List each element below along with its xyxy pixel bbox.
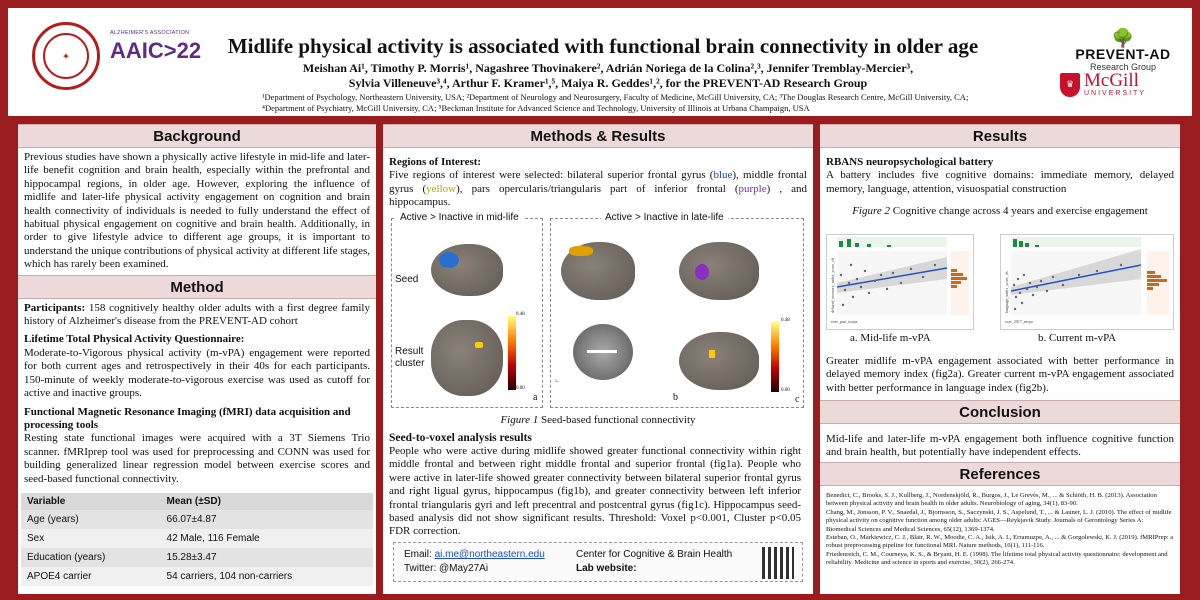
plot-b-label: b. Current m-vPA	[1038, 332, 1117, 344]
table-header-mean: Mean (±SD)	[161, 493, 373, 510]
plot-a-label: a. Mid-life m-vPA	[850, 332, 931, 344]
hist-bar	[855, 243, 859, 247]
panel-b-label: b	[673, 392, 678, 403]
cbar-c-bottom: 0.00	[781, 388, 790, 393]
twitter-handle[interactable]: @May27Ai	[439, 563, 489, 574]
tree-icon: 🌳	[1111, 28, 1135, 48]
panel-a-label: a	[533, 392, 538, 403]
reference-item: Chang, M., Jonsson, P. V., Snaedal, J., Bjornsson, S., Saczynski, J. S., Aspelund, T., ... & Launer, L. J. (2010). The effect of midlife physical activity on cognitive function among older adults: AGES—Reykjavik Study. Journals of Gerontology Series A: Biomedical Sciences and Medical Sciences, 65(12), 1369-1374.	[826, 508, 1172, 533]
histogram-top-a	[837, 237, 947, 247]
hist-bar	[1035, 245, 1039, 247]
demographics-table	[21, 493, 373, 586]
cluster-spot	[475, 342, 483, 348]
roi-text-3: ), pars opercularis/triangularis part of inferior frontal (	[456, 182, 739, 195]
references-heading: References	[820, 462, 1180, 486]
scatter-plot-a	[826, 234, 974, 330]
scatter-plot-b	[1000, 234, 1174, 330]
reference-item: Esteban, O., Markiewicz, C. J., Blair, R. W., Moodie, C. A., Isik, A. I., Erramuzpe, A., ... & Gorgolewski, K. J. (2019). fMRIPrep: a robust preprocessing pipeline for functional MRI. Nature methods, 16(1), 111-116.	[826, 534, 1174, 550]
twitter-line	[404, 563, 488, 574]
mcgill-name: McGill	[1084, 70, 1139, 91]
reference-item: Benedict, C., Brooks, S. J., Kullberg, J., Nordenskjöld, R., Burgos, J., Le Grevès, M., ... & Schiöth, H. B. (2013). Association between physical activity and brain health in older adults. Neurobiology of aging, 34(1), 83-90.	[826, 492, 1157, 508]
table-cell: Education (years)	[21, 548, 161, 567]
cbar-c-top: 0.48	[781, 318, 790, 323]
participants-text: 158 cognitively healthy older adults with a first degree family history of Alzheimer's disease from the PREVENT-AD cohort	[24, 301, 370, 328]
northeastern-seal-inner: ✦	[43, 33, 89, 79]
questionnaire-text: Moderate-to-Vigorous physical activity (m-vPA) engagement were reported for both current ages and retrospectively in their 40s for each participants. 150-minute of weekly moderate-to-vigorous exercise was used as cutoff for active and inactive groups.	[24, 346, 370, 400]
roi-blue-region	[439, 252, 459, 268]
fig-mid-label: Active > Inactive in mid-life	[396, 212, 523, 223]
poster-header	[8, 8, 1192, 116]
colorbar-a	[508, 316, 516, 390]
cluster-spot	[587, 350, 617, 353]
panel-c-label: c	[795, 394, 800, 405]
cbar-a-top: 0.48	[516, 312, 525, 317]
fig-late-label: Active > Inactive in late-life	[601, 212, 728, 223]
prevent-ad-name: PREVENT-AD	[1075, 46, 1171, 62]
fmri-heading: Functional Magnetic Resonance Imaging (fMRI) data acquisition and processing tools	[24, 405, 351, 431]
northeastern-seal-logo	[32, 22, 100, 90]
background-heading: Background	[18, 124, 376, 148]
hist-bar	[847, 239, 851, 247]
email-line	[404, 549, 545, 560]
fmri-text: Resting state functional images were acquired with a 3T Siemens Trio scanner. fMRIprep tool was used for preprocessing and CONN was used for building generalized linear regression model between exercise scores and seed-based functional connectivity.	[24, 432, 370, 485]
hist-bar	[1013, 239, 1017, 247]
figure2-caption-text: Cognitive change across 4 years and exercise engagement	[889, 205, 1148, 218]
brain-seed-c	[679, 242, 759, 300]
hist-bar	[1019, 241, 1023, 247]
email-link[interactable]: ai.me@northeastern.edu	[434, 549, 545, 560]
table-row	[21, 529, 373, 548]
cbar-a-bottom: 0.00	[516, 386, 525, 391]
cluster-spot	[709, 350, 715, 358]
roi-yellow: yellow	[426, 182, 457, 195]
plot-b-yaxis: language_index_score_ch	[1004, 271, 1009, 313]
middle-column	[383, 124, 813, 594]
plot-a-yaxis: delayed_memory_index_score_ch	[830, 258, 835, 313]
table-cell: 15.28±3.47	[161, 548, 373, 567]
figure1-caption	[383, 414, 813, 426]
results-heading: Results	[820, 124, 1180, 148]
seed-voxel-heading: Seed-to-voxel analysis results	[389, 432, 532, 444]
methods-results-heading: Methods & Results	[383, 124, 813, 148]
roi-purple: purple	[738, 182, 767, 195]
right-column	[820, 124, 1180, 594]
roi-text	[383, 169, 813, 212]
brain-seed-a	[431, 244, 503, 296]
participants-label: Participants:	[24, 301, 86, 314]
scatter-plot-b-svg	[1001, 235, 1173, 329]
hist-bar	[887, 245, 891, 247]
affiliations: ¹Department of Psychology, Northeastern University, USA; ²Department of Neurology and Neurosurgery, Faculty of Medicine, McGill University, CA; ³The Douglas Research Centre, McGill University, CA; ⁴Department of Psychiatry, McGill University, CA; ⁵Beckman Institute for Advanced Science and Technology, University of Illinois at Urbana Champaign, USA	[262, 92, 969, 113]
rbans-text: A battery includes five cognitive domains: immediate memory, delayed memory, language, attention, visuospatial construction	[826, 169, 1174, 195]
table-cell: Sex	[21, 529, 161, 548]
hist-bar	[839, 241, 843, 247]
mcgill-shield-icon: ♛	[1060, 73, 1080, 97]
roi-purple-region	[695, 264, 709, 280]
conclusion-heading: Conclusion	[820, 400, 1180, 424]
roi-yellow-region	[569, 246, 593, 256]
figure2-prefix: Figure 2	[852, 205, 890, 218]
authors-line-1: Meishan Ai¹, Timothy P. Morris¹, Nagashree Thovinakere², Adrián Noriega de la Colina²,³, Jennifer Tremblay-Mercier³,	[302, 61, 914, 75]
table-cell: 54 carriers, 104 non-carriers	[161, 567, 373, 586]
aaic-assoc-text: ALZHEIMER'S ASSOCIATION	[110, 30, 190, 36]
poster-title: Midlife physical activity is associated with functional brain connectivity in older age	[227, 34, 979, 58]
background-text: Previous studies have shown a physically active lifestyle in mid-life and later-life benefit cognition and brain health, especially within the prefrontal and hippocampal regions, in older age. However, exploring the influence of midlife and later-life physical activity engagement on cognition and brain health connectivity of individuals is needed to fully understand the effect of habitual physical engagement on cognitive and brain health. Additionally, in order to give lifestyle advice to different age groups, it is important to understand the unique contributions of physical activity at different life stages, which has rarely been examined.	[24, 151, 370, 271]
brain-result-c	[679, 332, 759, 390]
figure1-caption-text: Seed-based functional connectivity	[538, 414, 696, 426]
contact-box	[393, 542, 803, 582]
method-heading: Method	[18, 275, 376, 299]
histogram-top-b	[1011, 237, 1141, 247]
twitter-label: Twitter:	[404, 563, 437, 574]
rbans-heading: RBANS neuropsychological battery	[826, 156, 994, 168]
table-row	[21, 510, 373, 529]
table-row	[21, 567, 373, 586]
hist-bar	[867, 244, 871, 247]
references-list	[820, 488, 1180, 572]
brain-result-a	[431, 320, 503, 396]
conclusion-text: Mid-life and later-life m-vPA engagement both influence cognitive function and brain health, but potentially have independent effects.	[826, 433, 1174, 459]
email-label: Email:	[404, 549, 432, 560]
axis-marker-icon: ⌞	[555, 374, 559, 383]
table-cell: 66.07±4.87	[161, 510, 373, 529]
participants-paragraph	[18, 299, 376, 332]
brain-seed-b	[561, 242, 635, 300]
figure2-caption	[820, 205, 1180, 217]
plot-b-xaxis: exer_2017_mvpa	[1005, 319, 1033, 324]
roi-text-1: Five regions of interest were selected: bilateral superior frontal gyrus (	[389, 169, 714, 182]
table-cell: Age (years)	[21, 510, 161, 529]
mcgill-university: UNIVERSITY	[1084, 90, 1147, 97]
left-column	[18, 124, 376, 594]
prevent-ad-logo	[1068, 30, 1178, 72]
seed-voxel-text: People who were active during midlife showed greater functional connectivity within right middle frontal and between right middle frontal and superior frontal (fig1a). People who were active in later-life showed greater connectivity between bilateral superior frontal gyrus and right ligual gyrus, hippocampus (fig1b), and greater connectivity between left inferior frontal triangularis gyri and left precentral and postcentral gyrus (fig1c). Hippocampus seed-based analysis did not show significant results. Threshold: Voxel p<0.001, Cluster p<0.05 FDR correction.	[389, 445, 801, 538]
prevent-ad-sub: Research Group	[1089, 62, 1157, 72]
table-header-variable: Variable	[21, 493, 161, 510]
aaic-logo	[110, 30, 202, 64]
aaic-label: AAIC>22	[110, 38, 202, 63]
hist-bar	[1025, 243, 1029, 247]
results-text: Greater midlife m-vPA engagement associated with better performance in delayed memory index (fig2a). Greater current m-vPA engagement associated with better performance in language index (fig2b).	[826, 355, 1174, 394]
roi-text-2: ), middle frontal gyrus (	[389, 169, 807, 195]
mcgill-logo	[1060, 72, 1180, 97]
authors	[248, 61, 968, 91]
brain-axial-b	[573, 324, 633, 380]
result-cluster-label: Result cluster	[395, 346, 425, 369]
table-cell: 42 Male, 116 Female	[161, 529, 373, 548]
reference-item: Friedenreich, C. M., Courneya, K. S., & Bryant, H. E. (1998). The lifetime total physical activity questionnaire: development and reliability. Medicine and science in sports and exercise, 30(2), 266-274.	[826, 550, 1168, 567]
qr-code-icon[interactable]	[762, 547, 794, 579]
seed-label: Seed	[395, 274, 419, 285]
roi-blue: blue	[713, 169, 733, 182]
roi-heading: Regions of Interest:	[389, 156, 482, 168]
lab-website-label: Lab website:	[576, 563, 637, 574]
roi-text-4: ) , and hippocampus.	[389, 182, 808, 209]
colorbar-c	[771, 322, 779, 392]
lab-name: Center for Cognitive & Brain Health	[576, 549, 733, 560]
table-row	[21, 548, 373, 567]
questionnaire-heading: Lifetime Total Physical Activity Questionnaire:	[24, 333, 245, 346]
figure1-prefix: Figure 1	[500, 414, 539, 426]
scatter-plot-a-svg	[827, 235, 973, 329]
plot-a-xaxis: exer_past_mvpa	[831, 319, 858, 324]
authors-line-2: Sylvia Villeneuve³,⁴, Arthur F. Kramer¹,⁵, Maiya R. Geddes¹,², for the PREVENT-AD Research Group	[348, 76, 868, 90]
table-cell: APOE4 carrier	[21, 567, 161, 586]
